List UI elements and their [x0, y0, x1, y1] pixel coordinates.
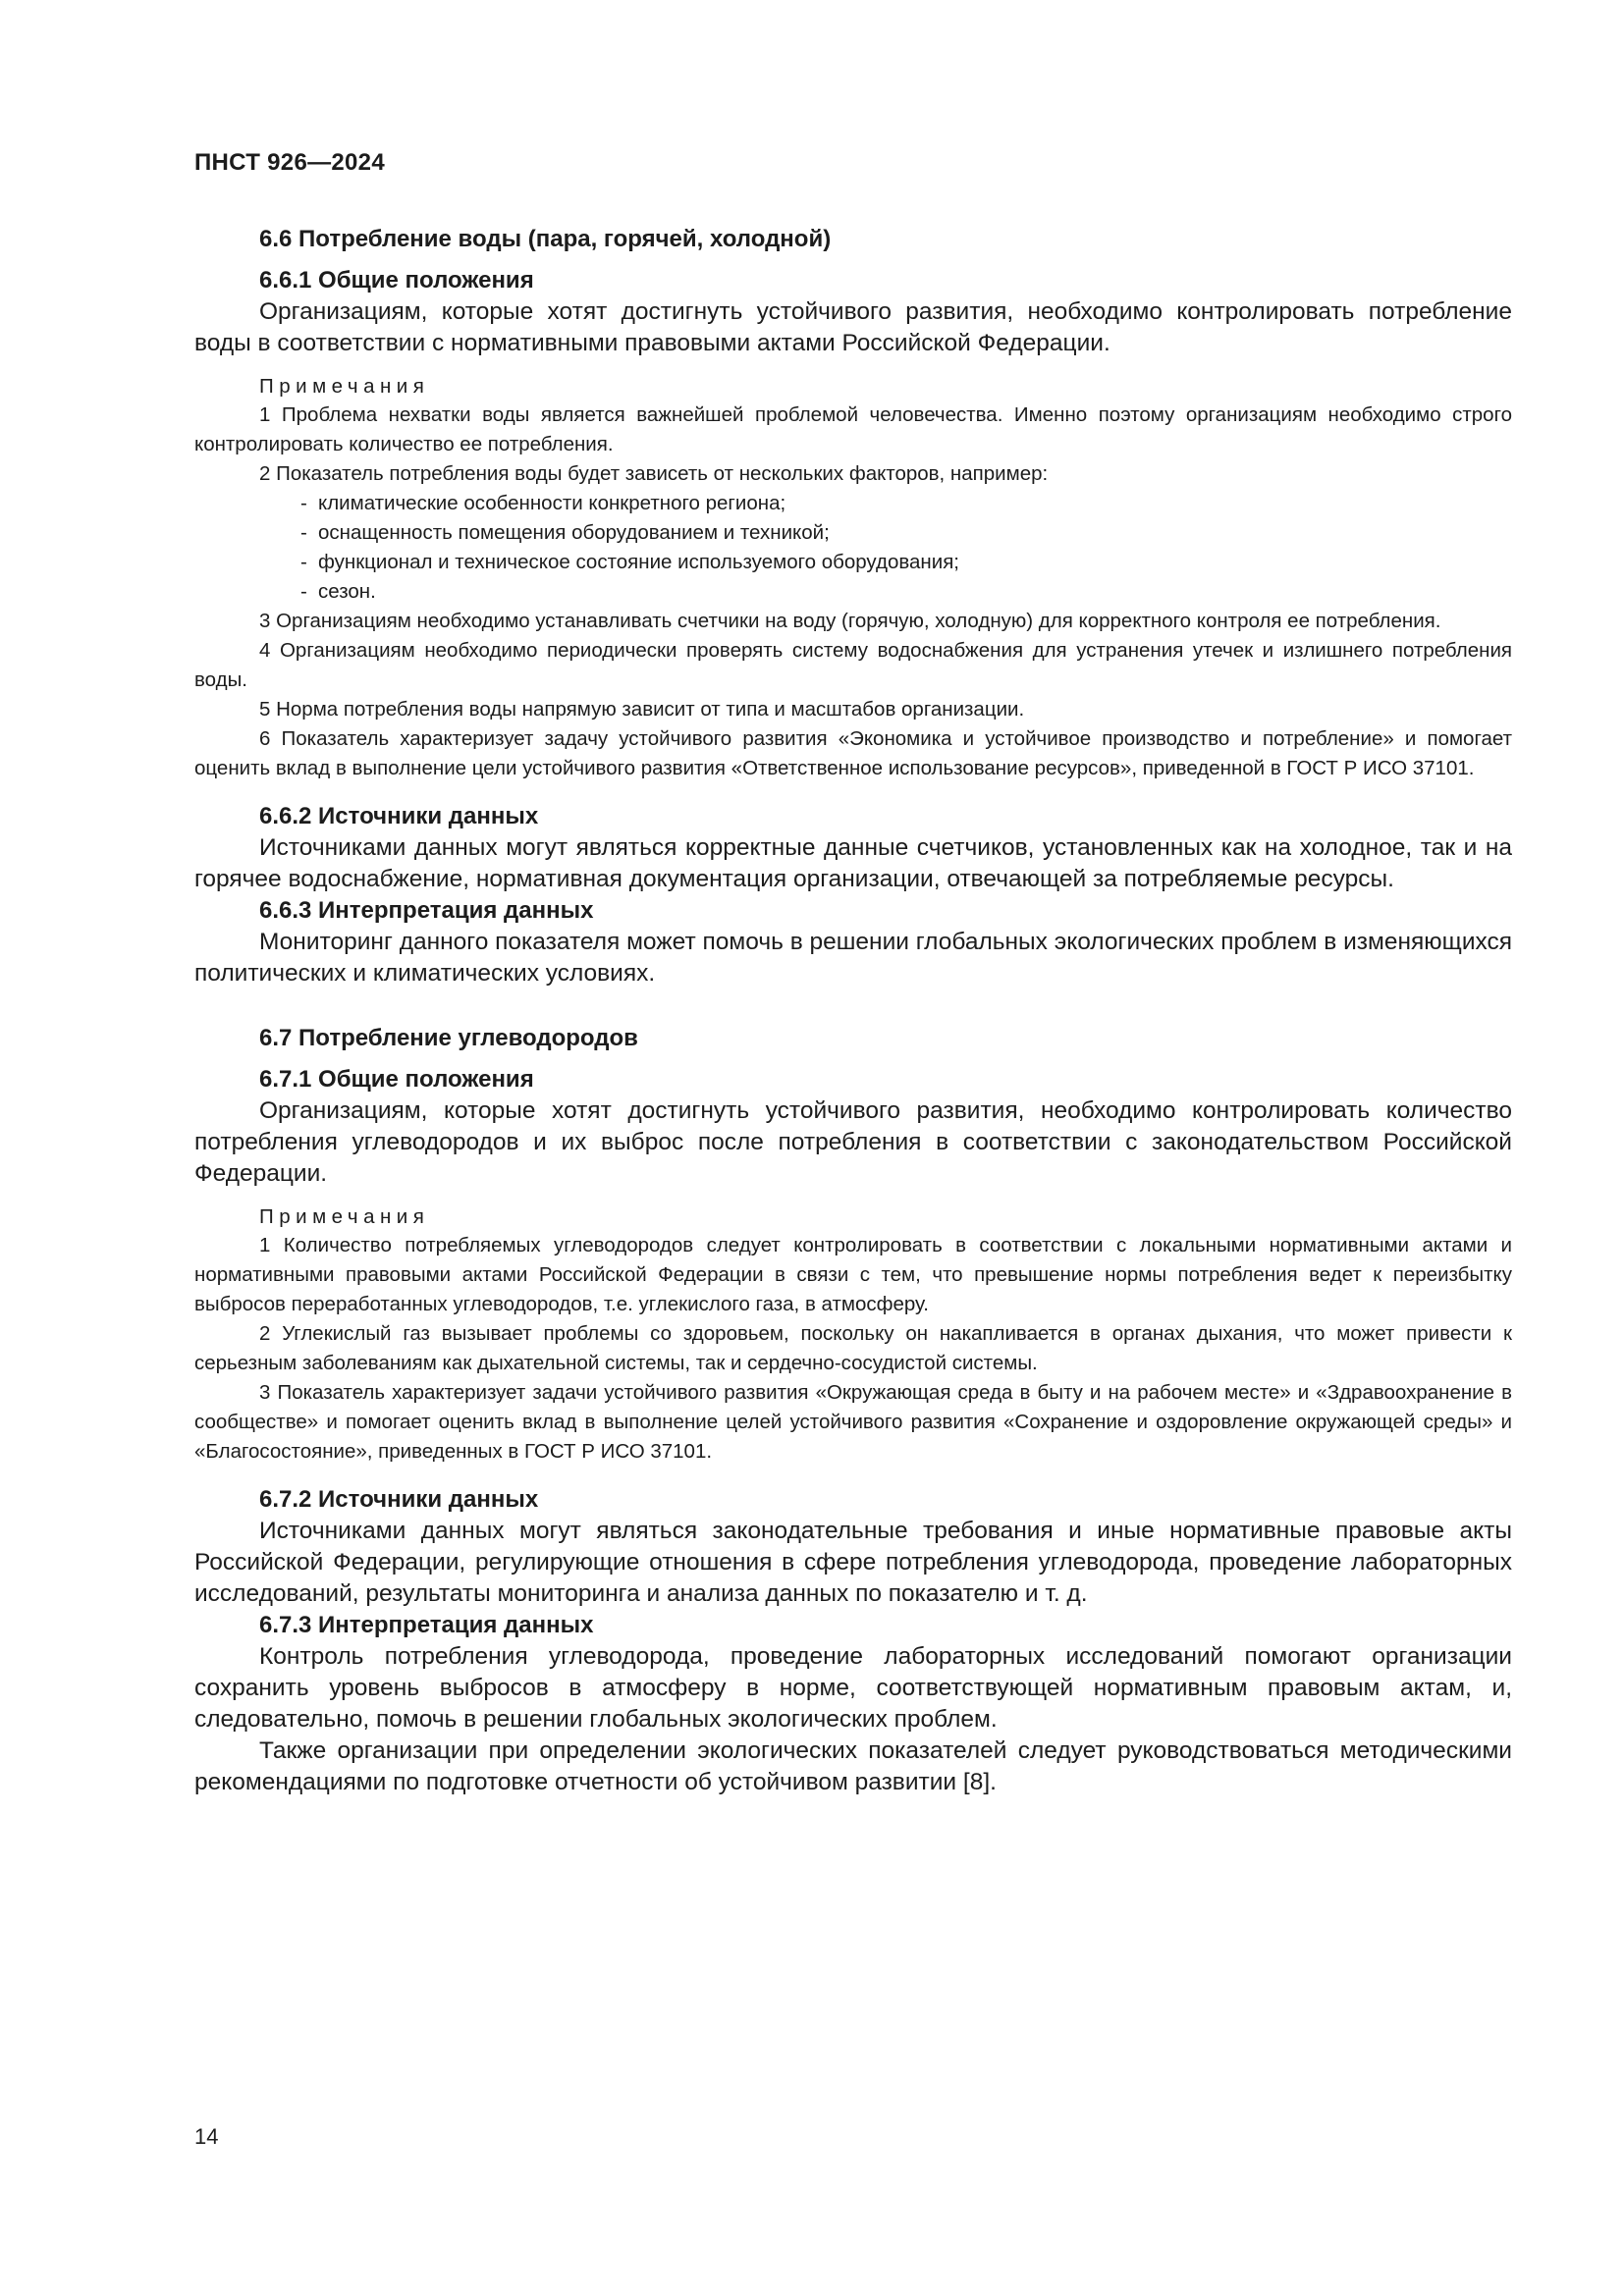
subsection-6-6-2-title: 6.6.2 Источники данных	[259, 803, 539, 829]
document-code: ПНСТ 926—2024	[194, 149, 385, 176]
subsection-6-7-3-title: 6.7.3 Интерпретация данных	[259, 1612, 594, 1638]
list-item: - сезон.	[300, 580, 376, 603]
subsection-6-6-3-title: 6.6.3 Интерпретация данных	[259, 897, 594, 924]
note-item: 5 Норма потребления воды напрямую зависит от типа и масштабов организации.	[259, 698, 1025, 721]
note-item: 3 Организациям необходимо устанавливать счетчики на воду (горячую, холодную) для корректного контроля ее потребления.	[259, 610, 1441, 632]
note-item: 3 Показатель характеризует задачи устойчивого развития «Окружающая среда в быту и на рабочем месте» и «Здравоохранение в сообществе» и помогает оценить вклад в выполнение целей устойчивого развития «Сохранение и оздоровление окружающей среды» и «Благосостояние», приведенных в ГОСТ Р ИСО 37101.	[194, 1381, 1512, 1463]
list-item: - функционал и техническое состояние используемого оборудования;	[300, 551, 959, 573]
subsection-6-7-1-title: 6.7.1 Общие положения	[259, 1066, 534, 1093]
note-item: 1 Проблема нехватки воды является важнейшей проблемой человечества. Именно поэтому организациям необходимо строго контролировать количество ее потребления.	[194, 403, 1512, 455]
subsection-6-7-3-text: Также организации при определении экологических показателей следует руководствоваться методическими рекомендациями по подготовке отчетности об устойчивом развитии [8].	[194, 1737, 1512, 1795]
note-item: 6 Показатель характеризует задачу устойчивого развития «Экономика и устойчивое производство и потребление» и помогает оценить вклад в выполнение цели устойчивого развития «Ответственное использование ресурсов», приведенной в ГОСТ Р ИСО 37101.	[194, 727, 1512, 779]
notes-heading: Примечания	[259, 1205, 430, 1228]
section-6-7-title: 6.7 Потребление углеводородов	[259, 1025, 638, 1051]
subsection-6-6-3-text: Мониторинг данного показателя может помочь в решении глобальных экологических проблем в изменяющихся политических и климатических условиях.	[194, 929, 1512, 987]
factor-list	[194, 489, 1512, 607]
subsection-6-7-2-title: 6.7.2 Источники данных	[259, 1486, 539, 1513]
subsection-6-6-1-title: 6.6.1 Общие положения	[259, 267, 534, 294]
subsection-6-7-1-text: Организациям, которые хотят достигнуть устойчивого развития, необходимо контролировать количество потребления углеводородов и их выброс после потребления в соответствии с законодательством Российской Федерации.	[194, 1097, 1512, 1187]
list-item: - оснащенность помещения оборудованием и техникой;	[300, 521, 830, 544]
note-item: 2 Углекислый газ вызывает проблемы со здоровьем, поскольку он накапливается в органах дыхания, что может привести к серьезным заболеваниям как дыхательной системы, так и сердечно-сосудистой системы.	[194, 1322, 1512, 1374]
page-content	[194, 224, 1512, 1798]
subsection-6-6-1-text: Организациям, которые хотят достигнуть устойчивого развития, необходимо контролировать потребление воды в соответствии с нормативными правовыми актами Российской Федерации.	[194, 298, 1512, 356]
subsection-6-6-2-text: Источниками данных могут являться корректные данные счетчиков, установленных как на холодное, так и на горячее водоснабжение, нормативная документация организации, отвечающей за потребляемые ресурсы.	[194, 834, 1512, 892]
page-number: 14	[194, 2124, 219, 2149]
subsection-6-7-3-text: Контроль потребления углеводорода, проведение лабораторных исследований помогают организации сохранить уровень выбросов в атмосферу в норме, соответствующей нормативным правовым актам, и, следовательно, помочь в решении глобальных экологических проблем.	[194, 1643, 1512, 1733]
note-item: 1 Количество потребляемых углеводородов следует контролировать в соответствии с локальными нормативными актами и нормативными правовыми актами Российской Федерации в связи с тем, что превышение нормы потребления ведет к переизбытку выбросов переработанных углеводородов, т.е. углекислого газа, в атмосферу.	[194, 1234, 1512, 1315]
note-item: 4 Организациям необходимо периодически проверять систему водоснабжения для устранения утечек и излишнего потребления воды.	[194, 639, 1512, 691]
note-item: 2 Показатель потребления воды будет зависеть от нескольких факторов, например:	[259, 462, 1049, 485]
subsection-6-7-2-text: Источниками данных могут являться законодательные требования и иные нормативные правовые акты Российской Федерации, регулирующие отношения в сфере потребления углеводорода, проведение лабораторных исследований, результаты мониторинга и анализа данных по показателю и т. д.	[194, 1518, 1512, 1607]
list-item: - климатические особенности конкретного региона;	[300, 492, 786, 514]
section-6-6-title: 6.6 Потребление воды (пара, горячей, холодной)	[259, 226, 832, 252]
notes-heading: Примечания	[259, 375, 430, 398]
